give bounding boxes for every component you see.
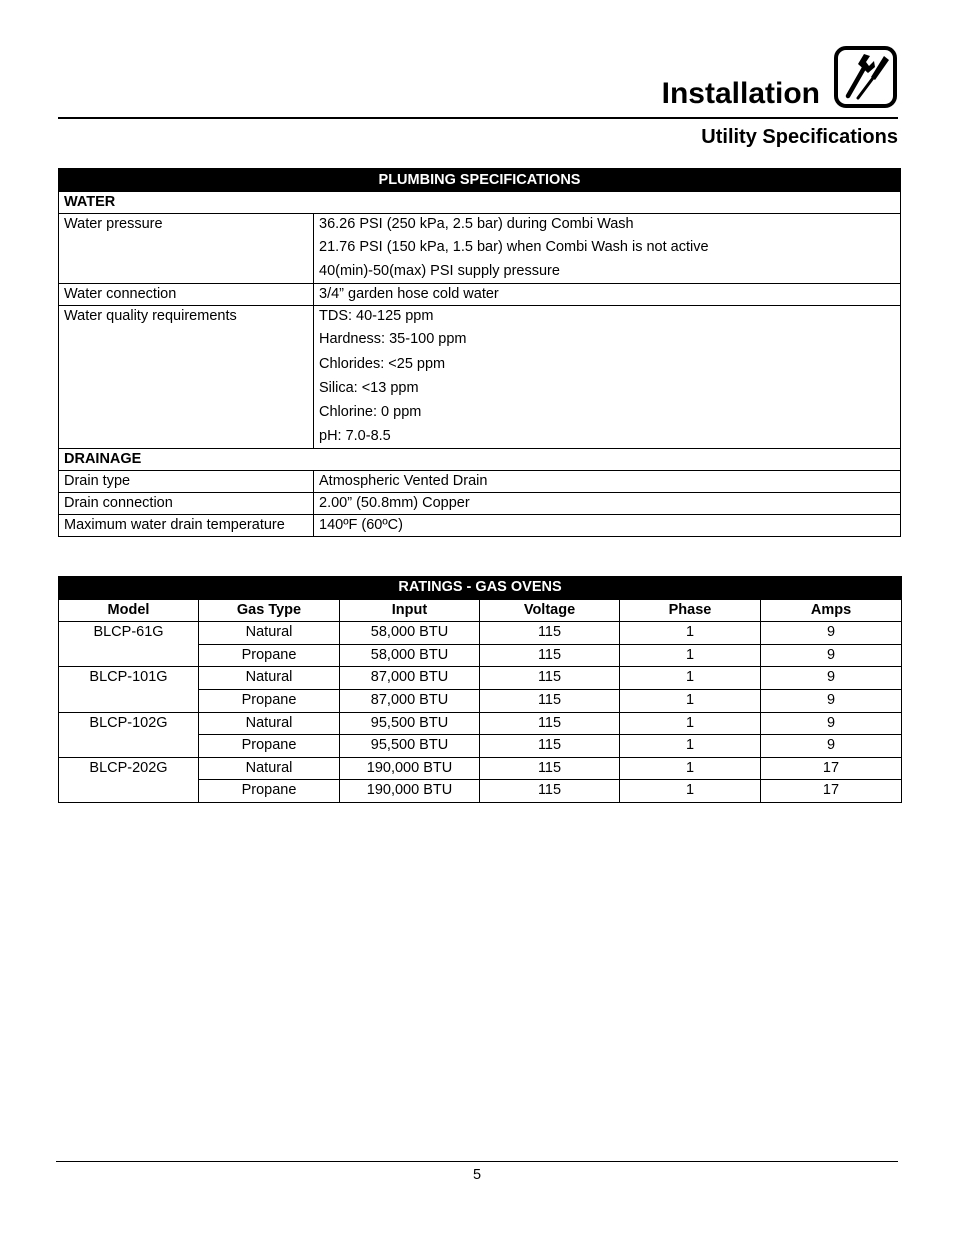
page-title: Installation xyxy=(661,77,820,110)
spec-value-line: pH: 7.0-8.5 xyxy=(319,428,391,445)
input-cell: 190,000 BTU xyxy=(340,780,480,803)
gas-type-cell: Propane xyxy=(199,644,340,667)
voltage-cell: 115 xyxy=(480,712,620,735)
voltage-cell: 115 xyxy=(480,622,620,645)
phase-cell: 1 xyxy=(620,712,761,735)
spec-value-line: Chlorides: <25 ppm xyxy=(319,355,446,372)
header-rule xyxy=(58,117,898,119)
drainage-heading: DRAINAGE xyxy=(59,449,901,471)
table-row xyxy=(59,284,901,306)
table-row xyxy=(59,757,902,780)
spec-value-line: TDS: 40-125 ppm xyxy=(319,308,434,325)
gas-type-cell: Propane xyxy=(199,689,340,712)
page-number: 5 xyxy=(472,1167,482,1183)
column-header: Input xyxy=(340,599,480,622)
voltage-cell: 115 xyxy=(480,667,620,690)
voltage-cell: 115 xyxy=(480,780,620,803)
model-cell: BLCP-101G xyxy=(59,667,199,712)
voltage-cell: 115 xyxy=(480,735,620,758)
table-row xyxy=(59,214,901,284)
voltage-cell: 115 xyxy=(480,757,620,780)
model-cell: BLCP-61G xyxy=(59,622,199,667)
amps-cell: 17 xyxy=(761,757,902,780)
spec-value: 2.00” (50.8mm) Copper xyxy=(314,493,901,515)
spec-label: Water pressure xyxy=(59,214,314,284)
table-banner xyxy=(59,169,901,192)
phase-cell: 1 xyxy=(620,622,761,645)
phase-cell: 1 xyxy=(620,780,761,803)
plumbing-banner: PLUMBING SPECIFICATIONS xyxy=(59,169,901,192)
phase-cell: 1 xyxy=(620,667,761,690)
input-cell: 190,000 BTU xyxy=(340,757,480,780)
column-header: Voltage xyxy=(480,599,620,622)
spec-value-line: 40(min)-50(max) PSI supply pressure xyxy=(319,263,560,280)
ratings-gas-ovens-table xyxy=(58,576,902,803)
column-header: Gas Type xyxy=(199,599,340,622)
input-cell: 95,500 BTU xyxy=(340,712,480,735)
spec-value: Atmospheric Vented Drain xyxy=(314,471,901,493)
gas-type-cell: Natural xyxy=(199,622,340,645)
table-row xyxy=(59,449,901,471)
spec-value: 3/4” garden hose cold water xyxy=(314,284,901,306)
table-row xyxy=(59,493,901,515)
gas-type-cell: Natural xyxy=(199,712,340,735)
spec-value-line: Silica: <13 ppm xyxy=(319,379,419,396)
table-row xyxy=(59,471,901,493)
input-cell: 87,000 BTU xyxy=(340,689,480,712)
water-heading: WATER xyxy=(59,192,901,214)
table-row xyxy=(59,515,901,537)
gas-type-cell: Natural xyxy=(199,757,340,780)
spec-value-line: 36.26 PSI (250 kPa, 2.5 bar) during Combi Wash xyxy=(319,216,634,232)
phase-cell: 1 xyxy=(620,644,761,667)
column-header: Amps xyxy=(761,599,902,622)
gas-type-cell: Propane xyxy=(199,735,340,758)
amps-cell: 9 xyxy=(761,735,902,758)
column-header: Model xyxy=(59,599,199,622)
footer-rule xyxy=(56,1161,898,1162)
table-row xyxy=(59,712,902,735)
ratings-body xyxy=(59,622,902,803)
input-cell: 58,000 BTU xyxy=(340,622,480,645)
amps-cell: 9 xyxy=(761,622,902,645)
voltage-cell: 115 xyxy=(480,689,620,712)
amps-cell: 9 xyxy=(761,712,902,735)
spec-label: Water connection xyxy=(59,284,314,306)
table-header-row xyxy=(59,599,902,622)
spec-value-line: Hardness: 35-100 ppm xyxy=(319,331,467,348)
spec-label: Drain connection xyxy=(59,493,314,515)
table-banner xyxy=(59,577,902,600)
ratings-banner: RATINGS - GAS OVENS xyxy=(59,577,902,600)
gas-type-cell: Natural xyxy=(199,667,340,690)
voltage-cell: 115 xyxy=(480,644,620,667)
input-cell: 95,500 BTU xyxy=(340,735,480,758)
gas-type-cell: Propane xyxy=(199,780,340,803)
spec-value-line: 21.76 PSI (150 kPa, 1.5 bar) when Combi Wash is not active xyxy=(319,239,709,255)
spec-label: Drain type xyxy=(59,471,314,493)
spec-value: 140ºF (60ºC) xyxy=(314,515,901,537)
model-cell: BLCP-102G xyxy=(59,712,199,757)
model-cell: BLCP-202G xyxy=(59,757,199,802)
input-cell: 58,000 BTU xyxy=(340,644,480,667)
column-header: Phase xyxy=(620,599,761,622)
phase-cell: 1 xyxy=(620,735,761,758)
plumbing-specifications-table xyxy=(58,168,901,537)
amps-cell: 9 xyxy=(761,644,902,667)
phase-cell: 1 xyxy=(620,689,761,712)
spec-label: Maximum water drain temperature xyxy=(59,515,314,537)
table-row xyxy=(59,667,902,690)
spec-value xyxy=(314,214,901,284)
spec-value xyxy=(314,306,901,449)
wrench-screwdriver-icon xyxy=(834,46,897,108)
spec-value-line: Chlorine: 0 ppm xyxy=(319,404,422,421)
amps-cell: 17 xyxy=(761,780,902,803)
amps-cell: 9 xyxy=(761,667,902,690)
spec-label: Water quality requirements xyxy=(59,306,314,449)
input-cell: 87,000 BTU xyxy=(340,667,480,690)
section-title: Utility Specifications xyxy=(701,126,898,148)
phase-cell: 1 xyxy=(620,757,761,780)
amps-cell: 9 xyxy=(761,689,902,712)
table-row xyxy=(59,192,901,214)
table-row xyxy=(59,306,901,449)
table-row xyxy=(59,622,902,645)
